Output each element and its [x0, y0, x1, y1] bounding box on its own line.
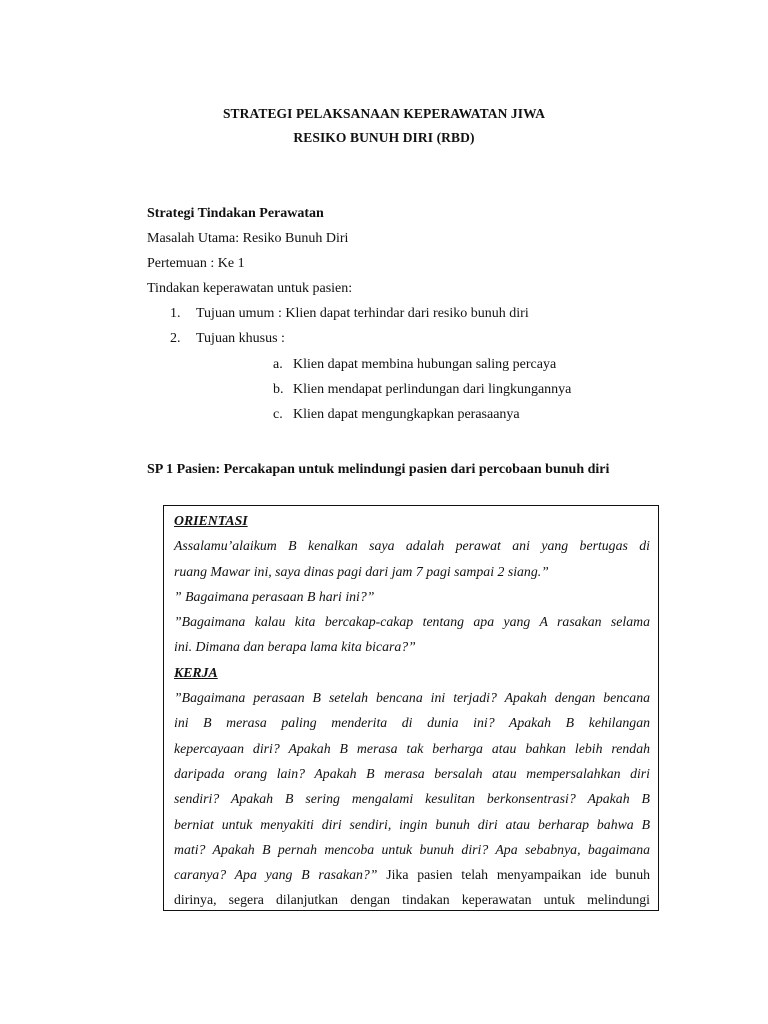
sublist-text: Klien dapat mengungkapkan perasaanya: [293, 407, 520, 422]
list-text: Tujuan khusus :: [196, 331, 285, 346]
orientasi-line: ”Bagaimana kalau kita bercakap-cakap tentang apa yang A rasakan selama: [174, 614, 650, 630]
dialogue-box: [163, 505, 659, 911]
kerja-line: mati? Apakah B pernah mencoba untuk bunuh diri? Apa sebabnya, bagaimana: [174, 841, 650, 857]
section-heading: Strategi Tindakan Perawatan: [147, 206, 324, 221]
kerja-line: ”Bagaimana perasaan B setelah bencana ini terjadi? Apakah dengan bencana: [174, 690, 650, 706]
list-item: [170, 331, 285, 347]
list-item: [170, 306, 529, 322]
kerja-line: dirinya, segera dilanjutkan dengan tindakan keperawatan untuk melindungi: [174, 892, 650, 908]
sp-heading: SP 1 Pasien: Percakapan untuk melindungi pasien dari percobaan bunuh diri: [147, 462, 610, 477]
list-text: Tujuan umum : Klien dapat terhindar dari resiko bunuh diri: [196, 306, 529, 321]
kerja-heading: KERJA: [174, 664, 218, 680]
document-subtitle: RESIKO BUNUH DIRI (RBD): [293, 130, 475, 145]
sublist-letter: a.: [273, 357, 283, 372]
orientasi-line: Assalamu’alaikum B kenalkan saya adalah perawat ani yang bertugas di: [174, 538, 650, 554]
orientasi-line: ruang Mawar ini, saya dinas pagi dari jam 7 pagi sampai 2 siang.”: [174, 563, 549, 579]
document-title: STRATEGI PELAKSANAAN KEPERAWATAN JIWA: [222, 106, 546, 121]
sublist-text: Klien mendapat perlindungan dari lingkungannya: [293, 382, 572, 397]
orientasi-line: ” Bagaimana perasaan B hari ini?”: [174, 588, 375, 604]
tindakan-label: Tindakan keperawatan untuk pasien:: [147, 281, 353, 296]
kerja-line-plain: Jika pasien telah menyampaikan ide bunuh: [377, 867, 650, 883]
sublist-item: [273, 382, 571, 398]
sublist-item: [273, 407, 520, 423]
kerja-line: daripada orang lain? Apakah B merasa bersalah atau mempersalahkan diri: [174, 765, 650, 781]
kerja-line: [174, 862, 650, 887]
sublist-text: Klien dapat membina hubungan saling percaya: [293, 357, 557, 372]
list-number: 1.: [170, 306, 181, 321]
kerja-line: ini B merasa paling menderita di dunia ini? Apakah B kehilangan: [174, 715, 650, 731]
sublist-letter: b.: [273, 382, 284, 397]
sublist-item: [273, 357, 556, 373]
orientasi-line: ini. Dimana dan berapa lama kita bicara?”: [174, 639, 416, 655]
masalah-utama: Masalah Utama: Resiko Bunuh Diri: [147, 231, 349, 246]
kerja-line-italic: caranya? Apa yang B rasakan?”: [174, 867, 378, 883]
kerja-line: berniat untuk menyakiti diri sendiri, ingin bunuh diri atau berharap bahwa B: [174, 816, 650, 832]
orientasi-heading: ORIENTASI: [174, 513, 248, 528]
kerja-line: sendiri? Apakah B sering mengalami kesulitan berkonsentrasi? Apakah B: [174, 791, 650, 807]
pertemuan: Pertemuan : Ke 1: [147, 256, 245, 271]
kerja-line: kepercayaan diri? Apakah B merasa tak berharga atau bahkan lebih rendah: [174, 740, 650, 756]
list-number: 2.: [170, 331, 181, 346]
sublist-letter: c.: [273, 407, 283, 422]
